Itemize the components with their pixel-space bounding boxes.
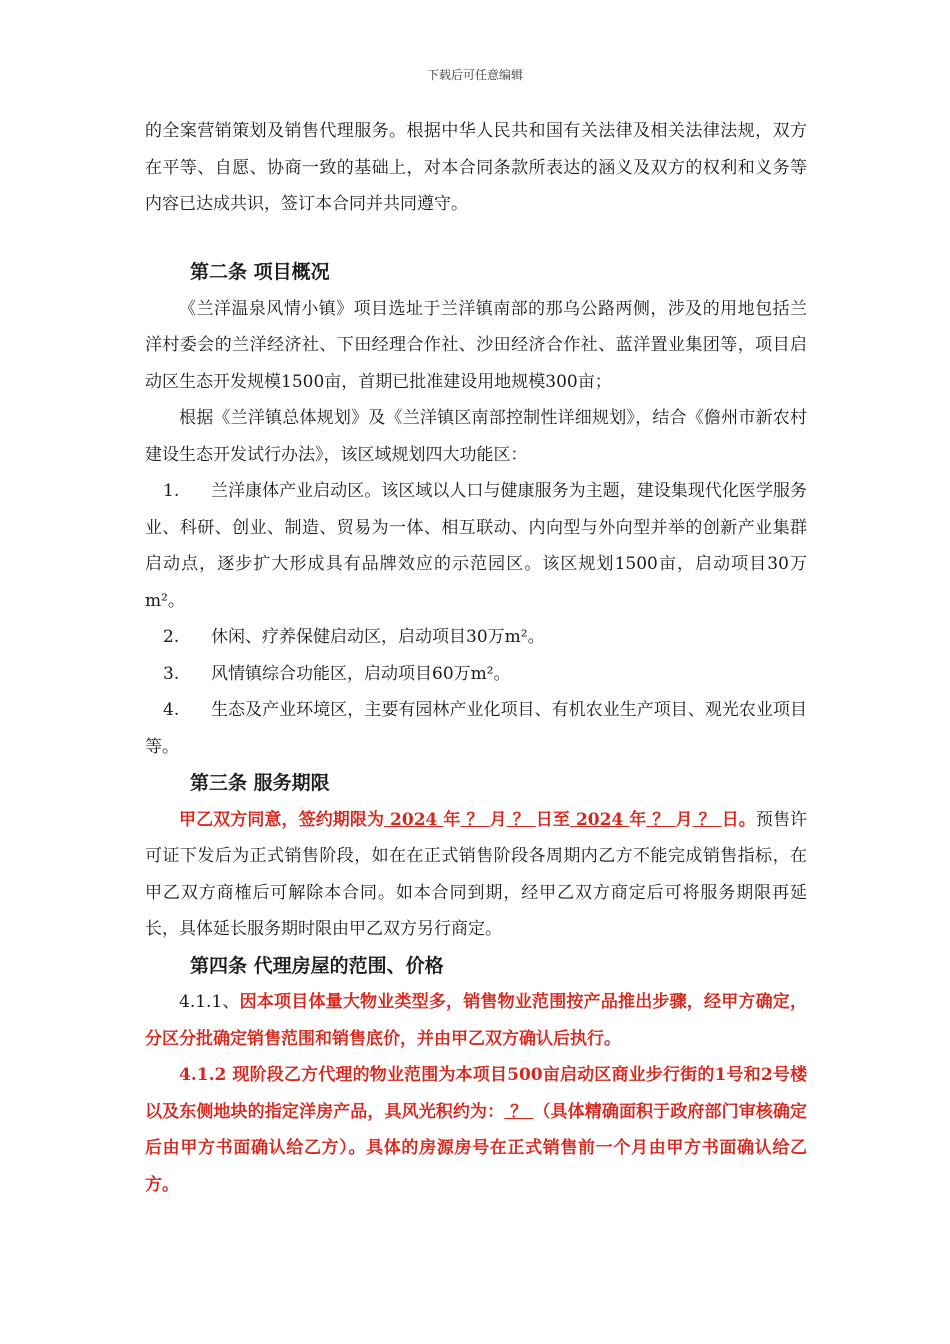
month-label: 月 [489, 809, 507, 830]
start-day-blank: ？ [506, 809, 536, 830]
clause-text-continued: （具体精确面积于政府部门审核确定后由甲方书面确认给乙方）。具体的房源房号在正式销售前一个月由甲方书面确认给乙方。 [145, 1101, 808, 1195]
list-item-number: 4. [163, 700, 180, 720]
day-to-label: 日至 [535, 809, 570, 830]
list-item [145, 656, 807, 693]
article-3-heading: 第三条 服务期限 [190, 772, 330, 794]
article-2-heading: 第二条 项目概况 [190, 260, 330, 283]
clause-4-1-2 [145, 1057, 807, 1203]
end-month-blank: ？ [646, 809, 676, 830]
clause-text: 4.1.2 现阶段乙方代理的物业范围为本项目500亩启动区商业步行街的1号和2号楼以及东侧地块的指定洋房产品，具风光积约为： [145, 1065, 807, 1122]
article-3-paragraph [145, 802, 807, 948]
start-month-blank: ？ [460, 809, 490, 830]
intro-paragraph: 的全案营销策划及销售代理服务。根据中华人民共和国有关法律及相关法律法规，双方在平等、自愿、协商一致的基础上，对本合同条款所表达的涵义及双方的权利和义务等内容已达成共识，签订本合同并共同遵守。 [145, 121, 807, 214]
start-year-blank: 2024 [384, 809, 444, 830]
list-item-text: 风情镇综合功能区，启动项目60万m²。 [211, 663, 511, 684]
year-label: 年 [629, 809, 647, 830]
term-intro: 甲乙双方同意，签约期限为 [179, 809, 385, 830]
article-2-paragraph-2: 根据《兰洋镇总体规划》及《兰洋镇区南部控制性详细规划》，结合《儋州市新农村建设生态开发试行办法》，该区域规划四大功能区： [145, 408, 807, 465]
list-item-number: 2. [163, 627, 180, 647]
end-year-blank: 2024 [569, 809, 630, 830]
list-item-text: 兰洋康体产业启动区。该区域以人口与健康服务为主题，建设集现代化医学服务业、科研、创业、制造、贸易为一体、相互联动、内向型与外向型并举的创新产业集群启动点，逐步扩大形成具有品牌效应的示范园区。该区规划1500亩，启动项目30万m²。 [145, 481, 807, 611]
month-label: 月 [675, 809, 693, 830]
term-details: 预售许可证下发后为正式销售阶段，如在在正式销售阶段各周期内乙方不能完成销售指标，在甲乙双方商榷后可解除本合同。如本合同到期，经甲乙双方商定后可将服务期限再延长，具体延长服务期时限由甲乙双方另行商定。 [145, 809, 808, 939]
list-item [145, 473, 807, 619]
area-blank: ？ [504, 1101, 534, 1122]
day-label: 日。 [721, 809, 756, 830]
list-item-number: 3. [163, 663, 180, 684]
clause-4-1-1 [145, 984, 807, 1057]
list-item-text: 生态及产业环境区，主要有园林产业化项目、有机农业生产项目、观光农业项目等。 [145, 700, 807, 757]
clause-text: 因本项目体量大物业类型多，销售物业范围按产品推出步骤，经甲方确定，分区分批确定销售范围和销售底价，并由甲乙双方确认后执行。 [145, 992, 807, 1049]
page-header: 下载后可任意编辑 [426, 68, 523, 82]
list-item [145, 692, 807, 765]
list-item [145, 619, 807, 656]
article-4-heading: 第四条 代理房屋的范围、价格 [190, 954, 444, 977]
year-label: 年 [443, 809, 461, 830]
document-body [145, 113, 807, 1203]
list-item-text: 休闲、疗养保健启动区，启动项目30万m²。 [211, 627, 545, 647]
end-day-blank: ？ [692, 809, 722, 830]
article-2-paragraph-1: 《兰洋温泉风情小镇》项目选址于兰洋镇南部的那乌公路两侧，涉及的用地包括兰洋村委会的兰洋经济社、下田经理合作社、沙田经济合作社、蓝洋置业集团等，项目启动区生态开发规模1500亩，首期已批准建设用地规模300亩； [145, 298, 807, 392]
clause-number: 4.1.1、 [179, 992, 240, 1012]
list-item-number: 1. [163, 481, 180, 501]
